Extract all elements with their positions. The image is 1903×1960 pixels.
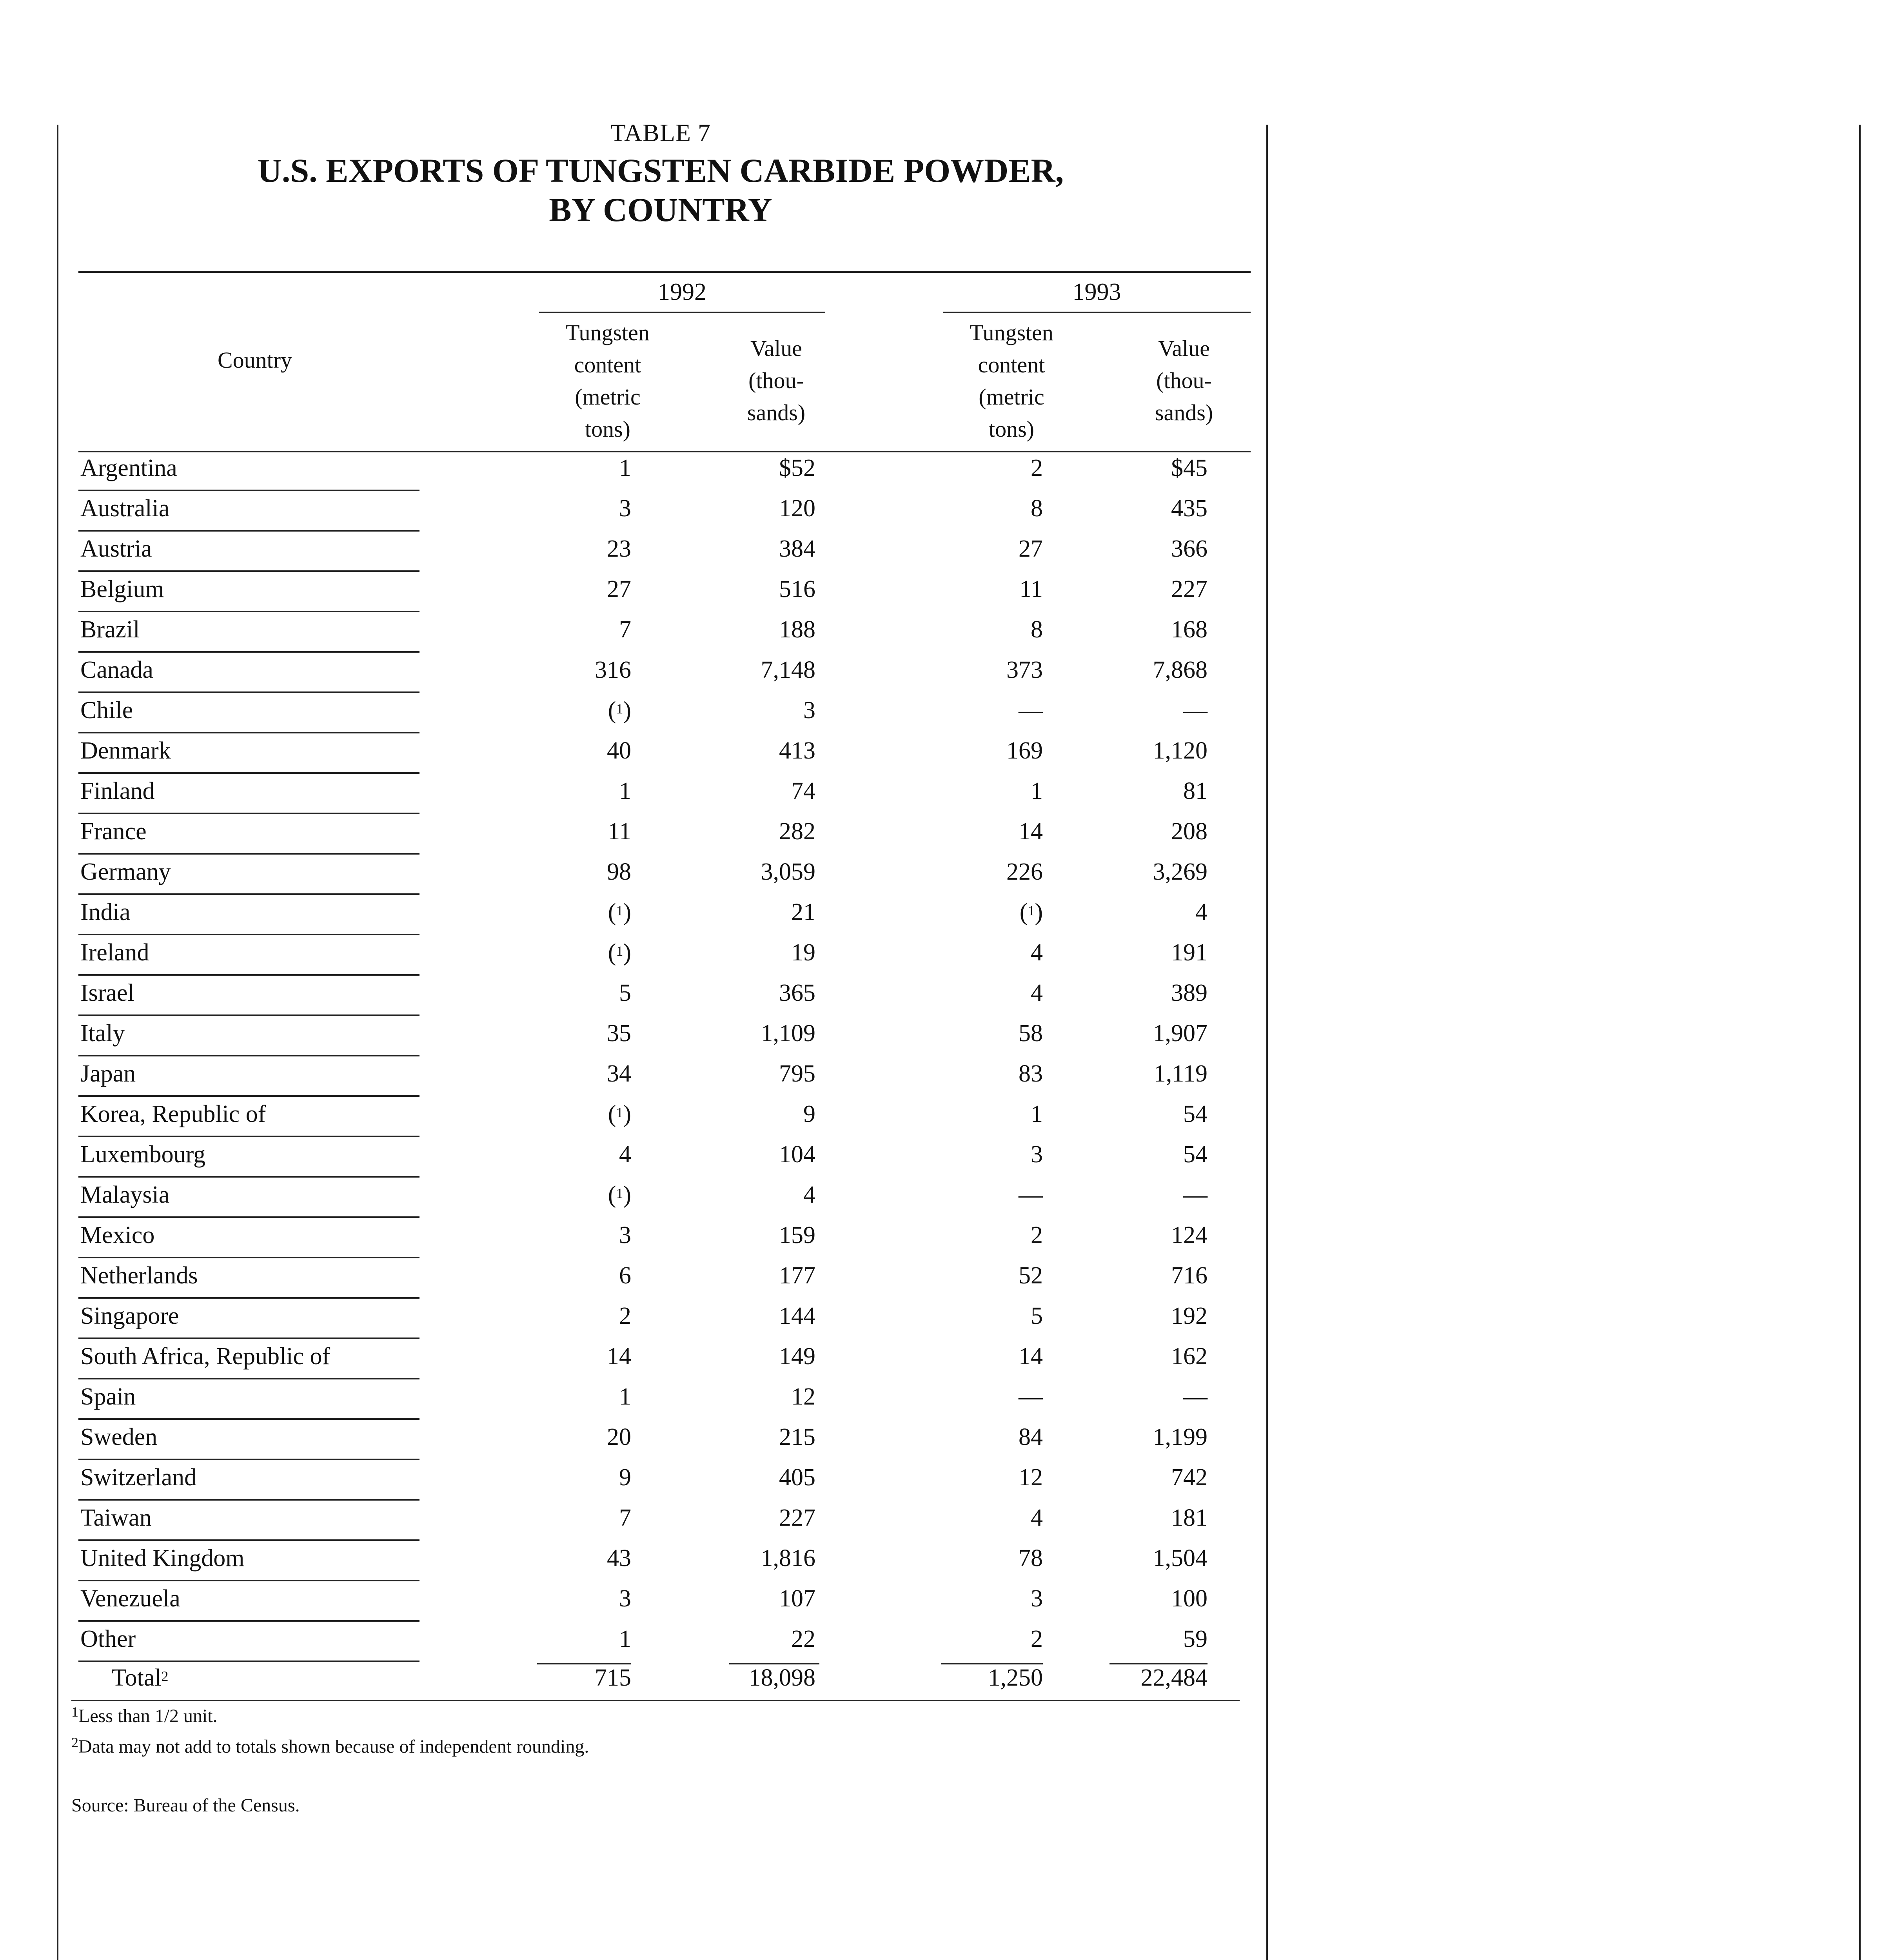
row-tungsten-1992: 34: [607, 1060, 631, 1087]
row-country: Italy: [80, 1020, 125, 1047]
row-tungsten-1992: 2: [619, 1303, 631, 1329]
row-tungsten-1992: 43: [607, 1545, 631, 1572]
row-country: Netherlands: [80, 1262, 198, 1289]
row-value-1992: 188: [779, 616, 815, 643]
header-tungsten-line-4: tons): [989, 416, 1034, 442]
row-country: Germany: [80, 858, 171, 885]
row-tungsten-1992: 1: [619, 1383, 631, 1410]
row-country: Other: [80, 1626, 136, 1652]
row-tungsten-1992: 9: [619, 1464, 631, 1491]
row-underline: [78, 1257, 419, 1258]
row-tungsten-1993: 58: [1019, 1020, 1043, 1047]
row-value-1993: 192: [1171, 1303, 1208, 1329]
total-v1993: 22,484: [1140, 1664, 1208, 1691]
footnote-2-text: Data may not add to totals shown because of independent rounding.: [78, 1736, 589, 1757]
row-country: Chile: [80, 697, 133, 724]
header-value-1993: [1121, 332, 1247, 429]
row-value-1993: —: [1183, 1383, 1208, 1410]
row-value-1993: 54: [1183, 1141, 1208, 1168]
row-underline: [78, 1539, 419, 1541]
row-underline: [78, 853, 419, 855]
header-tungsten-line-4: tons): [585, 416, 630, 442]
row-value-1993: 181: [1171, 1504, 1208, 1531]
row-tungsten-1993: —: [1019, 697, 1043, 724]
row-value-1992: 22: [791, 1626, 815, 1652]
row-value-1993: 162: [1171, 1343, 1208, 1370]
footnote-1-text: Less than 1/2 unit.: [78, 1706, 218, 1726]
row-value-1993: 81: [1183, 778, 1208, 804]
row-country: Denmark: [80, 737, 171, 764]
row-tungsten-1993: 373: [1006, 657, 1043, 683]
row-value-1992: 282: [779, 818, 815, 845]
row-value-1992: 7,148: [761, 657, 815, 683]
row-country: Argentina: [80, 455, 177, 481]
row-value-1992: 149: [779, 1343, 815, 1370]
row-country: Spain: [80, 1383, 136, 1410]
header-tungsten-line-3: (metric: [979, 384, 1044, 410]
row-value-1992: 9: [803, 1101, 815, 1127]
row-value-1993: 191: [1171, 939, 1208, 966]
row-country: Malaysia: [80, 1181, 170, 1208]
row-tungsten-1993: 2: [1031, 1222, 1043, 1249]
row-value-1992: 12: [791, 1383, 815, 1410]
row-country: Singapore: [80, 1303, 179, 1329]
row-country: Korea, Republic of: [80, 1101, 266, 1127]
row-tungsten-1992: 11: [608, 818, 631, 845]
row-tungsten-1993: 27: [1019, 535, 1043, 562]
row-value-1992: $52: [779, 455, 815, 481]
center-column-rule: [1266, 125, 1268, 1960]
row-underline: [78, 1297, 419, 1299]
row-value-1993: 208: [1171, 818, 1208, 845]
row-tungsten-1992: 40: [607, 737, 631, 764]
row-underline: [78, 813, 419, 814]
row-underline: [78, 691, 419, 693]
row-value-1993: —: [1183, 697, 1208, 724]
row-tungsten-1993: 12: [1019, 1464, 1043, 1491]
row-value-1993: 1,119: [1153, 1060, 1208, 1087]
header-country: Country: [217, 347, 292, 373]
header-value-line-3: sands): [1155, 400, 1213, 425]
row-underline: [78, 530, 419, 532]
row-value-1992: 215: [779, 1424, 815, 1450]
row-value-1993: 435: [1171, 495, 1208, 522]
row-value-1992: 413: [779, 737, 815, 764]
row-value-1992: 177: [779, 1262, 815, 1289]
row-tungsten-1993: —: [1019, 1181, 1043, 1208]
row-value-1993: 3,269: [1153, 858, 1208, 885]
row-tungsten-1992: 3: [619, 1222, 631, 1249]
footnote-2: [71, 1736, 589, 1757]
row-underline: [78, 570, 419, 572]
footnote-1-mark: 1: [71, 1704, 78, 1720]
row-value-1992: 3,059: [761, 858, 815, 885]
row-underline: [78, 1216, 419, 1218]
row-value-1992: 74: [791, 778, 815, 804]
footnote-ref: 1: [1028, 903, 1035, 918]
right-column-rule: [1859, 125, 1861, 1960]
row-underline: [78, 1418, 419, 1420]
row-value-1992: 159: [779, 1222, 815, 1249]
source-note: Source: Bureau of the Census.: [71, 1795, 300, 1816]
row-tungsten-1993: 14: [1019, 818, 1043, 845]
row-value-1993: 4: [1195, 899, 1208, 926]
row-tungsten-1993: 2: [1031, 1626, 1043, 1652]
row-underline: [78, 1459, 419, 1460]
row-underline: [78, 1378, 419, 1379]
row-country: Venezuela: [80, 1585, 180, 1612]
row-value-1992: 120: [779, 495, 815, 522]
row-value-1993: 100: [1171, 1585, 1208, 1612]
row-tungsten-1993: —: [1019, 1383, 1043, 1410]
row-tungsten-1993: 14: [1019, 1343, 1043, 1370]
row-value-1992: 19: [791, 939, 815, 966]
row-value-1993: 742: [1171, 1464, 1208, 1491]
row-tungsten-1992: 4: [619, 1141, 631, 1168]
row-value-1992: 4: [803, 1181, 815, 1208]
total-note-mark: 2: [161, 1668, 169, 1684]
row-country: South Africa, Republic of: [80, 1343, 330, 1370]
row-tungsten-1992: ($^1$): [608, 1101, 631, 1127]
row-country: Brazil: [80, 616, 140, 643]
row-value-1993: 7,868: [1153, 657, 1208, 683]
row-country: Austria: [80, 535, 152, 562]
footnote-ref: 1: [616, 943, 623, 959]
row-underline: [78, 611, 419, 612]
header-value-line-2: (thou-: [1156, 368, 1212, 393]
row-country: Ireland: [80, 939, 149, 966]
row-underline: [78, 772, 419, 774]
row-tungsten-1993: 226: [1006, 858, 1043, 885]
row-underline: [78, 1055, 419, 1056]
header-tungsten-line-1: Tungsten: [566, 320, 650, 345]
row-tungsten-1992: 23: [607, 535, 631, 562]
row-tungsten-1993: 169: [1006, 737, 1043, 764]
footnote-ref: 1: [616, 701, 623, 717]
row-tungsten-1992: ($^1$): [608, 1181, 631, 1208]
year-1992-rule: [539, 312, 825, 313]
row-underline: [78, 490, 419, 491]
row-country: Finland: [80, 778, 155, 804]
row-country: Israel: [80, 980, 134, 1006]
row-tungsten-1992: 7: [619, 1504, 631, 1531]
row-underline: [78, 1580, 419, 1581]
row-value-1993: —: [1183, 1181, 1208, 1208]
row-country: Taiwan: [80, 1504, 152, 1531]
footnote-ref: 1: [616, 903, 623, 918]
row-underline: [78, 1014, 419, 1016]
row-underline: [78, 934, 419, 935]
row-value-1992: 3: [803, 697, 815, 724]
row-underline: [78, 1499, 419, 1501]
footnote-2-mark: 2: [71, 1735, 78, 1750]
row-value-1992: 1,816: [761, 1545, 815, 1572]
row-tungsten-1993: 3: [1031, 1585, 1043, 1612]
row-tungsten-1992: ($^1$): [608, 697, 631, 724]
row-tungsten-1992: 6: [619, 1262, 631, 1289]
row-underline: [78, 1176, 419, 1178]
row-value-1993: 366: [1171, 535, 1208, 562]
header-tungsten-content-1992: [525, 317, 690, 445]
left-column-rule: [57, 125, 58, 1960]
footnote-1: [71, 1705, 218, 1727]
row-tungsten-1992: 3: [619, 495, 631, 522]
header-value-line-1: Value: [1158, 336, 1210, 361]
row-value-1992: 516: [779, 576, 815, 603]
total-label: [112, 1661, 169, 1694]
row-tungsten-1993: 84: [1019, 1424, 1043, 1450]
row-value-1992: 365: [779, 980, 815, 1006]
row-value-1992: 21: [791, 899, 815, 926]
row-tungsten-1992: ($^1$): [608, 939, 631, 966]
row-tungsten-1992: 5: [619, 980, 631, 1006]
row-value-1992: 795: [779, 1060, 815, 1087]
row-value-1993: 168: [1171, 616, 1208, 643]
row-tungsten-1992: 1: [619, 778, 631, 804]
total-label-text: Total: [112, 1664, 162, 1691]
row-country: Australia: [80, 495, 170, 522]
header-year-1993: 1993: [1072, 279, 1121, 305]
row-underline: [78, 1620, 419, 1622]
row-underline: [78, 893, 419, 895]
row-underline: [78, 1095, 419, 1097]
row-value-1993: 1,199: [1153, 1424, 1208, 1450]
row-tungsten-1993: 1: [1031, 778, 1043, 804]
header-value-1992: [706, 332, 847, 429]
row-tungsten-1992: 35: [607, 1020, 631, 1047]
row-underline: [78, 732, 419, 733]
row-tungsten-1993: 2: [1031, 455, 1043, 481]
header-tungsten-line-2: content: [978, 352, 1045, 377]
row-country: Mexico: [80, 1222, 155, 1249]
table-top-rule: [78, 271, 1251, 273]
header-value-line-2: (thou-: [748, 368, 804, 393]
row-value-1993: 1,907: [1153, 1020, 1208, 1047]
row-country: France: [80, 818, 147, 845]
row-tungsten-1992: 98: [607, 858, 631, 885]
row-tungsten-1993: 4: [1031, 939, 1043, 966]
header-value-line-3: sands): [747, 400, 806, 425]
header-year-1992: 1992: [658, 279, 706, 305]
row-country: Japan: [80, 1060, 136, 1087]
row-tungsten-1993: 1: [1031, 1101, 1043, 1127]
row-tungsten-1993: 8: [1031, 616, 1043, 643]
row-tungsten-1993: 3: [1031, 1141, 1043, 1168]
row-tungsten-1992: 1: [619, 1626, 631, 1652]
row-tungsten-1992: ($^1$): [608, 899, 631, 926]
header-value-line-1: Value: [750, 336, 803, 361]
row-country: Canada: [80, 657, 153, 683]
row-tungsten-1992: 27: [607, 576, 631, 603]
header-tungsten-content-1993: [929, 317, 1094, 445]
row-value-1992: 227: [779, 1504, 815, 1531]
row-value-1992: 107: [779, 1585, 815, 1612]
row-value-1993: $45: [1171, 455, 1208, 481]
row-tungsten-1992: 1: [619, 455, 631, 481]
row-country: Luxembourg: [80, 1141, 206, 1168]
row-value-1993: 716: [1171, 1262, 1208, 1289]
row-country: Sweden: [80, 1424, 158, 1450]
year-1993-rule: [943, 312, 1251, 313]
table-title-line-1: U.S. EXPORTS OF TUNGSTEN CARBIDE POWDER,: [257, 152, 1064, 189]
table-label: TABLE 7: [610, 119, 711, 147]
row-country: India: [80, 899, 131, 926]
row-tungsten-1992: 14: [607, 1343, 631, 1370]
row-value-1992: 405: [779, 1464, 815, 1491]
row-value-1993: 59: [1183, 1626, 1208, 1652]
row-tungsten-1992: 3: [619, 1585, 631, 1612]
row-value-1992: 384: [779, 535, 815, 562]
row-underline: [78, 974, 419, 976]
row-country: Belgium: [80, 576, 164, 603]
row-tungsten-1993: 8: [1031, 495, 1043, 522]
footnote-ref: 1: [616, 1105, 623, 1120]
header-tungsten-line-2: content: [574, 352, 641, 377]
row-underline: [78, 1136, 419, 1137]
row-underline: [78, 651, 419, 653]
row-tungsten-1993: 4: [1031, 1504, 1043, 1531]
row-tungsten-1993: 5: [1031, 1303, 1043, 1329]
row-value-1992: 1,109: [761, 1020, 815, 1047]
row-underline: [78, 1338, 419, 1339]
total-t1993: 1,250: [988, 1664, 1043, 1691]
header-tungsten-line-3: (metric: [575, 384, 641, 410]
row-tungsten-1993: ($^1$): [1019, 899, 1043, 926]
row-tungsten-1992: 7: [619, 616, 631, 643]
total-t1992: 715: [595, 1664, 631, 1691]
row-tungsten-1993: 11: [1019, 576, 1043, 603]
row-value-1992: 144: [779, 1303, 815, 1329]
row-country: Switzerland: [80, 1464, 197, 1491]
row-tungsten-1992: 20: [607, 1424, 631, 1450]
row-value-1993: 54: [1183, 1101, 1208, 1127]
row-tungsten-1993: 4: [1031, 980, 1043, 1006]
row-tungsten-1993: 78: [1019, 1545, 1043, 1572]
row-value-1993: 389: [1171, 980, 1208, 1006]
row-country: United Kingdom: [80, 1545, 245, 1572]
total-v1992: 18,098: [748, 1664, 815, 1691]
footnote-ref: 1: [616, 1185, 623, 1201]
row-value-1993: 1,504: [1153, 1545, 1208, 1572]
row-tungsten-1993: 52: [1019, 1262, 1043, 1289]
table-bottom-rule: [71, 1700, 1240, 1701]
row-value-1993: 124: [1171, 1222, 1208, 1249]
row-value-1992: 104: [779, 1141, 815, 1168]
table-title-line-2: BY COUNTRY: [549, 191, 772, 229]
row-value-1993: 227: [1171, 576, 1208, 603]
row-value-1993: 1,120: [1153, 737, 1208, 764]
row-tungsten-1992: 316: [595, 657, 631, 683]
header-tungsten-line-1: Tungsten: [970, 320, 1053, 345]
row-tungsten-1993: 83: [1019, 1060, 1043, 1087]
